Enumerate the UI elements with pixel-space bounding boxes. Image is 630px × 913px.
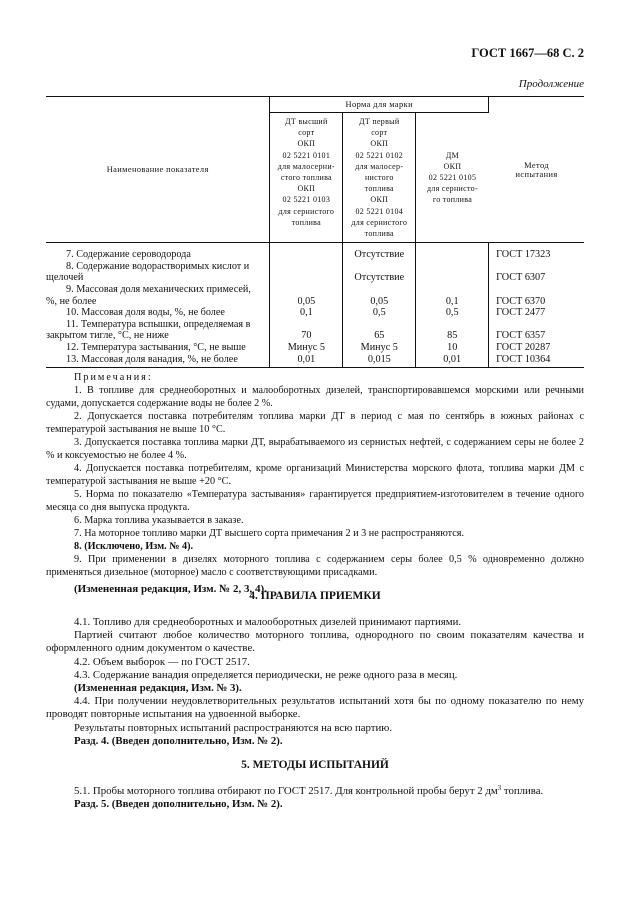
sub1-line: ОКП [297,139,316,149]
col-header-norm: Норма для марки [270,97,489,113]
row-value: 65 [343,319,416,342]
col-header-method [489,97,584,243]
row-name: 7. Содержание сероводорода [66,249,191,261]
section-4-amendment: Разд. 4. (Введен дополнительно, Изм. № 2). [74,734,283,747]
page-header: ГОСТ 1667—68 С. 2 [471,46,584,60]
row-value: Минус 5 [270,342,343,354]
col-header-name: Наименование показателя [46,97,270,243]
sub1-line: ОКП [297,184,316,194]
row-value: Минус 5 [343,342,416,354]
note-item: 4. Допускается поставка потребителям, кроме организаций Министерства морского флота, топлива марки ДМ с температурой застывания не выше +20 °С. [46,463,584,487]
sub1-line: 02 5221 0101 [282,150,331,160]
section-5-body [46,785,584,811]
sub3-line: для сернисто- [426,184,478,194]
row-name: %, не более [46,295,97,307]
row-value: Отсутствие [343,261,416,284]
row-value: 0,5 [416,307,489,319]
row-value: 0,01 [416,354,489,368]
row-method: ГОСТ 17323 [489,249,584,261]
row-value: 0,1 [270,307,343,319]
sub2-line: нистого [364,173,394,183]
row-value: 0,1 [416,284,489,307]
sub1-line: топлива [291,217,321,227]
row-value: 0,01 [270,354,343,368]
row-name: 10. Массовая доля воды, %, не более [66,307,225,319]
sub1-line: для малосерни- [277,161,335,171]
sub3-line: го топлива [432,195,473,205]
sub2-line: ОКП [370,139,389,149]
section-4-paragraph: 4.2. Объем выборок — по ГОСТ 2517. [74,655,250,668]
sub2-line: ДТ первый [359,117,400,126]
row-method: ГОСТ 10364 [489,354,584,368]
section-4-title: 4. ПРАВИЛА ПРИЕМКИ [249,590,381,602]
row-value: 0,05 [343,284,416,307]
section-4-paragraph: 4.1. Топливо для среднеоборотных и малооборотных дизелей принимают партиями. [74,616,462,628]
table-row [46,354,584,368]
section-4-paragraph: 4.4. При получении неудовлетворительных результатов испытаний хотя бы по одному показателю по нему проводят повторные испытания на удвоенной выборке. [46,695,584,721]
section-5-amendment: Разд. 5. (Введен дополнительно, Изм. № 2). [74,798,283,811]
row-name: 9. Массовая доля механических примесей, [66,284,251,296]
row-method: ГОСТ 6307 [489,261,584,284]
sub2-line: сорт [371,128,388,138]
note-item: 1. В топливе для среднеоборотных и малооборотных дизелей, транспортировавшемся морскими или речными судами, допускается содержание воды не более 2 %. [46,385,584,409]
row-method: ГОСТ 20287 [489,342,584,354]
table-row [46,249,584,261]
row-method: ГОСТ 6357 [489,319,584,342]
row-value: 0,015 [343,354,416,368]
sub1-line: для сернистого [278,206,335,216]
row-value: Отсутствие [343,249,416,261]
sub1-line: 02 5221 0103 [282,195,331,205]
table-row [46,319,584,342]
spec-table [46,96,584,368]
notes-amendment: (Измененная редакция, Изм. № 2, 3, 4). [74,583,267,595]
row-value [270,249,343,261]
row-value: 0,05 [270,284,343,307]
table-row [46,307,584,319]
sub2-line: топлива [364,184,394,194]
section-4-paragraph: Партией считают любое количество моторного топлива, однородного по своим показателям качества и оформленного одним документом о качестве. [46,629,584,655]
note-item: 7. На моторное топливо марки ДТ высшего сорта примечания 2 и 3 не распространяются. [74,528,465,539]
row-value: 85 [416,319,489,342]
table-row [46,342,584,354]
sub3-line: ОКП [443,161,462,171]
section-5-text: топлива. [503,785,544,797]
sub3-line: 02 5221 0105 [428,173,477,183]
section-5-text: 5.1. Пробы моторного топлива отбирают по ГОСТ 2517. Для контрольной пробы берут 2 дм [74,785,498,797]
sub2-line: для малосер- [355,161,404,171]
row-method: ГОСТ 2477 [489,307,584,319]
section-5-paragraph [46,785,584,798]
sub1-line: ДТ высший [285,117,328,126]
notes-block [46,371,584,596]
section-4-paragraph: 4.3. Содержание ванадия определяется периодически, не реже одного раза в месяц. [74,668,458,681]
row-value: 0,5 [343,307,416,319]
row-value: 70 [270,319,343,342]
table-row [46,284,584,307]
sub2-line: 02 5221 0104 [355,206,404,216]
row-value: 10 [416,342,489,354]
section-4-body [46,616,584,748]
row-name: 12. Температура застывания, °С, не выше [66,341,246,353]
note-item: 2. Допускается поставка потребителям топлива марки ДТ в период с мая по сентябрь в южных районах с температурой застывания не выше 10 °С. [46,411,584,435]
sub1-line: стого топлива [280,173,332,183]
row-name: 11. Температура вспышки, определяемая в [66,318,251,330]
row-value [270,261,343,284]
method-header-text: Метод испытания [515,160,558,179]
sub2-line: топлива [364,229,394,239]
sub2-line: ОКП [370,195,389,205]
note-item: 6. Марка топлива указывается в заказе. [74,515,244,526]
notes-title: Примечания: [74,372,153,383]
sub2-line: 02 5221 0102 [355,150,404,160]
row-name: закрытом тигле, °С, не ниже [46,330,169,342]
row-name: щелочей [46,272,84,284]
row-name: 8. Содержание водорастворимых кислот и [66,260,250,272]
row-method: ГОСТ 6370 [489,284,584,307]
note-item: 5. Норма по показателю «Температура застывания» гарантируется предприятием-изготовителем в течение одного месяца со дня выпуска продукта. [46,489,584,513]
note-item: 8. (Исключено, Изм. № 4). [74,541,194,552]
col-header-dt-higher [270,113,343,243]
section-5-title: 5. МЕТОДЫ ИСПЫТАНИЙ [241,759,389,771]
sub1-line: сорт [298,128,315,138]
section-4-amendment: (Измененная редакция, Изм. № 3). [74,682,242,695]
continued-label: Продолжение [518,78,584,90]
note-item: 9. При применении в дизелях моторного топлива с содержанием серы более 0,5 % одновременно должно применяться дизельное (моторное) масло с соответствующими присадками. [46,554,584,578]
sub3-line: ДМ [445,150,460,160]
sub2-line: для сернистого [351,217,408,227]
row-name: 13. Массовая доля ванадия, %, не более [66,353,238,365]
col-header-dt-first [343,113,416,243]
note-item: 3. Допускается поставка топлива марки ДТ, вырабатываемого из сернистых нефтей, с содержанием серы не более 2 % и коксуемостью не более 4 %. [46,437,584,461]
col-header-dm [416,113,489,243]
section-4-paragraph: Результаты повторных испытаний распространяются на всю партию. [74,721,393,734]
row-value [416,261,489,284]
row-value [416,249,489,261]
table-row [46,261,584,284]
superscript: 3 [497,784,502,792]
